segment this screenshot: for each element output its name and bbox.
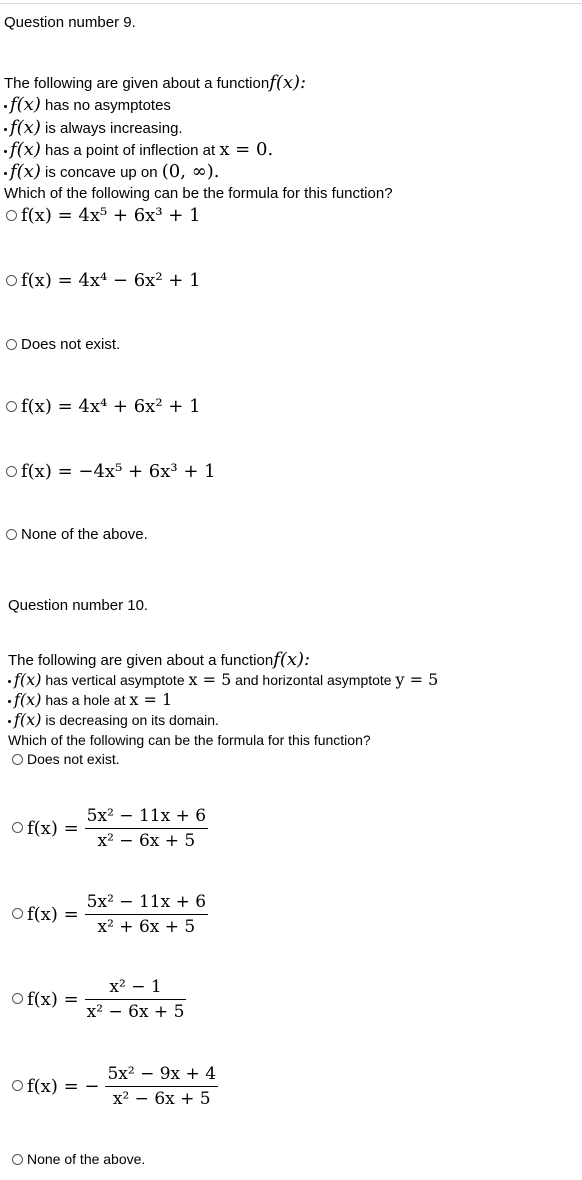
bullet-icon — [4, 172, 7, 175]
radio-button[interactable] — [6, 210, 17, 221]
q10-fact-3: f(x) is decreasing on its domain. — [8, 711, 219, 729]
bullet-icon — [8, 680, 11, 683]
q10-fact-1: f(x) has vertical asymptote x = 5 and horizontal asymptote y = 5 — [8, 671, 438, 689]
q9-option-6[interactable]: None of the above. — [6, 526, 148, 544]
question-10-title: Question number 10. — [8, 597, 149, 614]
bullet-icon — [8, 720, 11, 723]
bullet-icon — [4, 105, 7, 108]
fraction: $\frac{\text{x² − 1}}{\text{x² − 6x + 5}}$ — [86, 977, 185, 1022]
radio-button[interactable] — [12, 908, 23, 919]
q9-option-5[interactable]: f(x) = −4x⁵ + 6x³ + 1 — [6, 461, 216, 482]
fraction: $\frac{\text{5x² − 9x + 4}}{\text{x² − 6x + 5}}$ — [107, 1064, 217, 1109]
bullet-icon — [8, 700, 11, 703]
radio-button[interactable] — [6, 339, 17, 350]
radio-button[interactable] — [6, 529, 17, 540]
question-9-title: Question number 9. — [4, 14, 136, 31]
q10-option-frac-1[interactable]: f(x) = $\frac{\text{5x² − 11x + 6}}{\text{x² − 6x + 5}}$ — [12, 806, 208, 851]
q9-option-4[interactable]: f(x) = 4x⁴ + 6x² + 1 — [6, 396, 201, 417]
bullet-icon — [4, 150, 7, 153]
q10-option-frac-3[interactable]: f(x) = $\frac{\text{x² − 1}}{\text{x² − 6x + 5}}$ — [12, 977, 186, 1022]
fraction: $\frac{\text{5x² − 11x + 6}}{\text{x² + 6x + 5}}$ — [86, 892, 207, 937]
q9-fact-4: f(x) is concave up on (0, ∞). — [4, 163, 219, 182]
radio-button[interactable] — [12, 1154, 23, 1165]
radio-button[interactable] — [6, 466, 17, 477]
question-10-prompt: Which of the following can be the formula for this function? — [8, 732, 371, 748]
radio-button[interactable] — [12, 754, 23, 765]
question-10-intro: The following are given about a functionf(x): — [8, 649, 311, 670]
q10-option-frac-4[interactable]: f(x) = − $\frac{\text{5x² − 9x + 4}}{\text{x² − 6x + 5}}$ — [12, 1064, 218, 1109]
q10-option-none[interactable]: None of the above. — [12, 1150, 145, 1168]
q10-fact-2: f(x) has a hole at x = 1 — [8, 691, 172, 709]
radio-button[interactable] — [6, 401, 17, 412]
q9-fact-3: f(x) has a point of inflection at x = 0. — [4, 141, 273, 160]
q9-option-1[interactable]: f(x) = 4x⁵ + 6x³ + 1 — [6, 205, 201, 226]
bullet-icon — [4, 128, 7, 131]
top-divider — [0, 3, 582, 4]
q9-fact-1: f(x) has no asymptotes — [4, 96, 171, 115]
q9-fact-2: f(x) is always increasing. — [4, 119, 183, 138]
radio-button[interactable] — [12, 822, 23, 833]
question-9-prompt: Which of the following can be the formula for this function? — [4, 185, 393, 202]
q10-option-dne[interactable]: Does not exist. — [12, 750, 120, 768]
radio-button[interactable] — [6, 275, 17, 286]
q10-option-frac-2[interactable]: f(x) = $\frac{\text{5x² − 11x + 6}}{\text{x² + 6x + 5}}$ — [12, 892, 208, 937]
fraction: $\frac{\text{5x² − 11x + 6}}{\text{x² − 6x + 5}}$ — [86, 806, 207, 851]
radio-button[interactable] — [12, 993, 23, 1004]
q9-option-3[interactable]: Does not exist. — [6, 336, 120, 354]
radio-button[interactable] — [12, 1080, 23, 1091]
q9-option-2[interactable]: f(x) = 4x⁴ − 6x² + 1 — [6, 270, 201, 291]
question-9-intro: The following are given about a functionf(x): — [4, 72, 307, 93]
